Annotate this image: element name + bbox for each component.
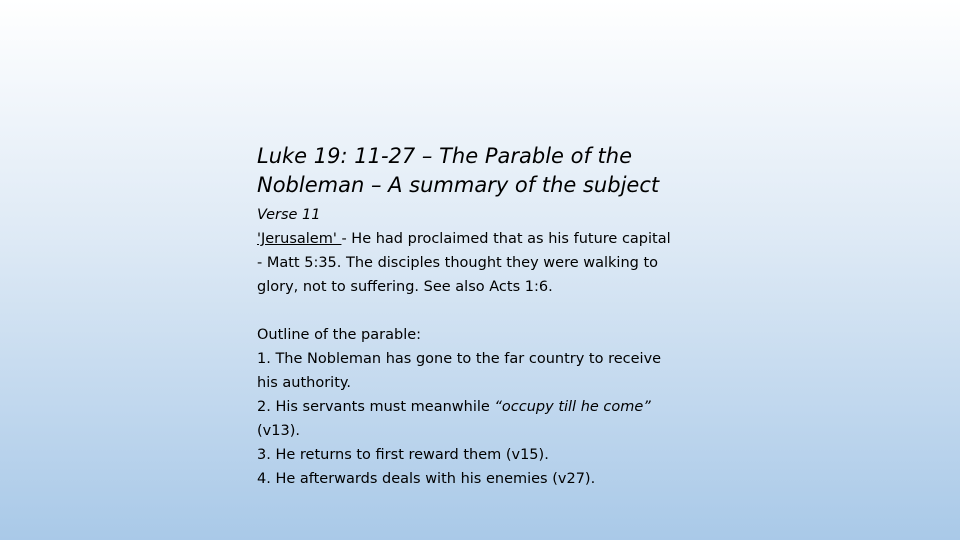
paragraph-line-1-rest: - He had proclaimed that as his future capital — [341, 231, 671, 247]
paragraph-line-1 — [257, 227, 737, 251]
slide-content — [257, 142, 737, 491]
paragraph-line-2: - Matt 5:35. The disciples thought they were walking to — [257, 255, 659, 271]
outline-item-3: 3. He returns to first reward them (v15). — [257, 447, 549, 463]
outline-item-4: 4. He afterwards deals with his enemies (v27). — [257, 471, 596, 487]
outline-item-2-quote: “occupy till he come” — [494, 399, 651, 415]
outline-item-1-line-2: his authority. — [257, 375, 352, 391]
outline-item-2-prefix: 2. His servants must meanwhile — [257, 399, 495, 415]
blank-line — [257, 299, 737, 323]
slide-body — [257, 203, 737, 491]
paragraph-line-3: glory, not to suffering. See also Acts 1:6. — [257, 279, 553, 295]
outline-item-2-line-1 — [257, 395, 737, 419]
verse-heading: Verse 11 — [257, 207, 321, 223]
slide-title — [257, 142, 737, 200]
title-line-1: Luke 19: 11-27 – The Parable of the — [257, 144, 633, 168]
outline-item-1-line-1: 1. The Nobleman has gone to the far country to receive — [257, 351, 662, 367]
outline-heading: Outline of the parable: — [257, 327, 422, 343]
outline-item-2-line-2: (v13). — [257, 423, 300, 439]
title-line-2: Nobleman – A summary of the subject — [257, 173, 660, 197]
jerusalem-keyword: 'Jerusalem' — [257, 231, 342, 247]
